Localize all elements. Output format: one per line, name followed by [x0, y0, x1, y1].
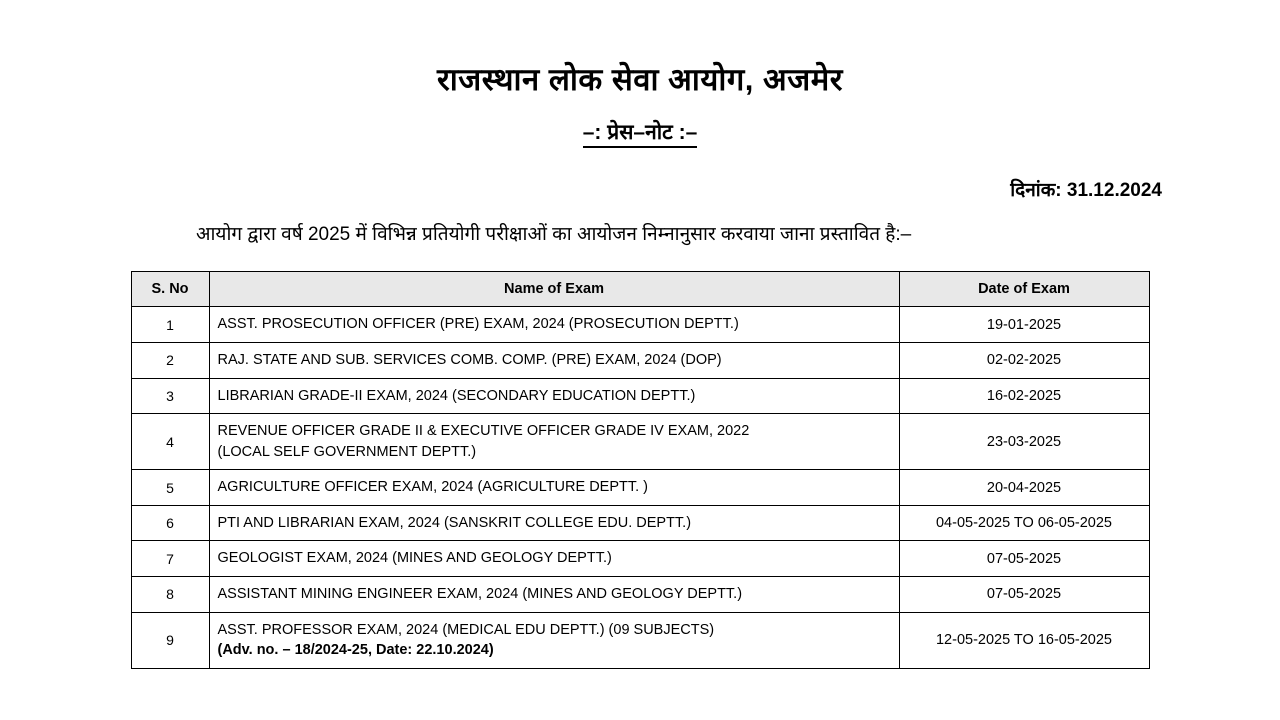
cell-exam-name [209, 577, 899, 613]
table-header [131, 272, 1149, 307]
intro-paragraph [110, 202, 1170, 249]
cell-exam-date: 23-03-2025 [899, 414, 1149, 470]
cell-exam-name [209, 378, 899, 414]
cell-exam-name [209, 307, 899, 343]
table-row [131, 612, 1149, 668]
exam-name-line1: ASST. PROSECUTION OFFICER (PRE) EXAM, 2024 (PROSECUTION DEPTT.) [217, 316, 739, 333]
exam-name-line1: ASSISTANT MINING ENGINEER EXAM, 2024 (MINES AND GEOLOGY DEPTT.) [217, 586, 743, 603]
cell-exam-name [209, 541, 899, 577]
exam-name-line2: (LOCAL SELF GOVERNMENT DEPTT.) [217, 443, 477, 460]
exam-name-line1: REVENUE OFFICER GRADE II & EXECUTIVE OFFICER GRADE IV EXAM, 2022 [217, 423, 750, 440]
column-header-date: Date of Exam [899, 272, 1149, 307]
table-row [131, 378, 1149, 414]
cell-exam-date: 20-04-2025 [899, 470, 1149, 506]
exam-name-line1: ASST. PROFESSOR EXAM, 2024 (MEDICAL EDU DEPTT.) (09 SUBJECTS) [217, 621, 715, 638]
cell-exam-date: 19-01-2025 [899, 307, 1149, 343]
page-subtitle [110, 100, 1170, 146]
cell-sno: 3 [131, 378, 209, 414]
table-row [131, 577, 1149, 613]
page-title: राजस्थान लोक सेवा आयोग, अजमेर [437, 62, 843, 97]
cell-exam-name [209, 470, 899, 506]
cell-exam-date: 02-02-2025 [899, 343, 1149, 379]
exam-name-line2: (Adv. no. – 18/2024-25, Date: 22.10.2024) [217, 642, 494, 659]
exam-name-line1: AGRICULTURE OFFICER EXAM, 2024 (AGRICULTURE DEPTT. ) [217, 479, 648, 496]
document-date: दिनांक: 31.12.2024 [1010, 180, 1162, 201]
cell-exam-date: 16-02-2025 [899, 378, 1149, 414]
intro-text: आयोग द्वारा वर्ष 2025 में विभिन्न प्रतियोगी परीक्षाओं का आयोजन निम्नानुसार करवाया जाना प्रस्तावित है:– [196, 224, 912, 245]
cell-sno: 5 [131, 470, 209, 506]
cell-exam-name [209, 612, 899, 668]
table-row [131, 307, 1149, 343]
exam-schedule-table [131, 271, 1150, 668]
cell-exam-name [209, 505, 899, 541]
cell-exam-date: 04-05-2025 TO 06-05-2025 [899, 505, 1149, 541]
exam-name-line1: PTI AND LIBRARIAN EXAM, 2024 (SANSKRIT COLLEGE EDU. DEPTT.) [217, 514, 692, 531]
exam-name-line1: GEOLOGIST EXAM, 2024 (MINES AND GEOLOGY DEPTT.) [217, 550, 612, 567]
table-row [131, 541, 1149, 577]
cell-sno: 7 [131, 541, 209, 577]
column-header-name: Name of Exam [209, 272, 899, 307]
exam-name-line1: RAJ. STATE AND SUB. SERVICES COMB. COMP. (PRE) EXAM, 2024 (DOP) [217, 352, 722, 369]
table-body [131, 307, 1149, 668]
table-row [131, 414, 1149, 470]
cell-sno: 2 [131, 343, 209, 379]
cell-sno: 4 [131, 414, 209, 470]
cell-exam-date: 07-05-2025 [899, 577, 1149, 613]
cell-sno: 9 [131, 612, 209, 668]
cell-exam-name [209, 343, 899, 379]
exam-name-line1: LIBRARIAN GRADE-II EXAM, 2024 (SECONDARY EDUCATION DEPTT.) [217, 387, 696, 404]
table-header-row [131, 272, 1149, 307]
cell-exam-name [209, 414, 899, 470]
cell-exam-date: 12-05-2025 TO 16-05-2025 [899, 612, 1149, 668]
table-row [131, 343, 1149, 379]
column-header-sno: S. No [131, 272, 209, 307]
table-row [131, 470, 1149, 506]
cell-exam-date: 07-05-2025 [899, 541, 1149, 577]
cell-sno: 8 [131, 577, 209, 613]
page-subtitle-text: –: प्रेस–नोट :– [583, 121, 698, 148]
table-row [131, 505, 1149, 541]
cell-sno: 1 [131, 307, 209, 343]
cell-sno: 6 [131, 505, 209, 541]
